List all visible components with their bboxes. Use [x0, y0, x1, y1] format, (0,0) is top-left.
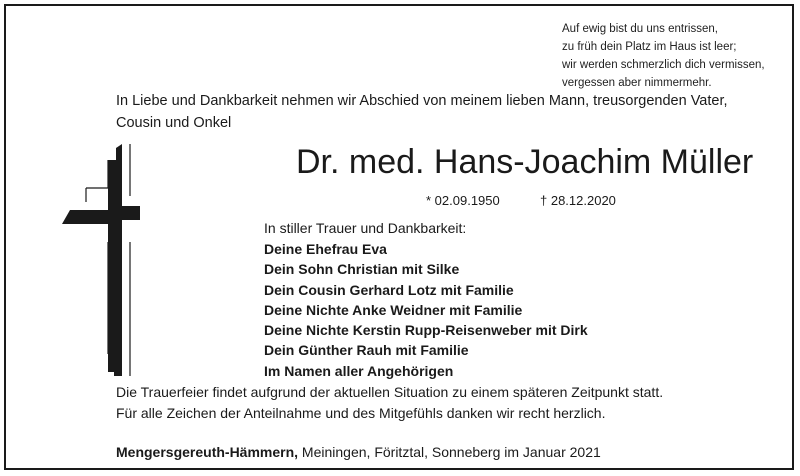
mourning-heading: In stiller Trauer und Dankbarkeit: — [264, 220, 467, 236]
poem-line: Auf ewig bist du uns entrissen, — [562, 23, 718, 35]
deceased-name: Dr. med. Hans-Joachim Müller — [296, 143, 754, 181]
poem-line: zu früh dein Platz im Haus ist leer; — [562, 41, 737, 53]
place-and-date — [116, 442, 601, 462]
mourner-item: Dein Günther Rauh mit Familie — [264, 342, 469, 359]
obituary-frame — [4, 4, 794, 470]
notice-line: Für alle Zeichen der Anteilnahme und des Mitgefühls danken wir recht herzlich. — [116, 405, 606, 421]
mourner-item: Dein Cousin Gerhard Lotz mit Familie — [264, 281, 514, 298]
intro-text — [116, 90, 756, 134]
poem-line: vergessen aber nimmermehr. — [562, 77, 712, 89]
mourner-item: Deine Nichte Kerstin Rupp-Reisenweber mit Dirk — [264, 322, 588, 339]
mourner-item: Deine Nichte Anke Weidner mit Familie — [264, 301, 523, 318]
mourner-item: Deine Ehefrau Eva — [264, 241, 387, 257]
notice-line: Die Trauerfeier findet aufgrund der aktuellen Situation zu einem späteren Zeitpunkt statt. — [116, 384, 664, 400]
birth-date: * 02.09.1950 — [426, 193, 500, 208]
mourner-item: Dein Sohn Christian mit Silke — [264, 261, 460, 278]
memorial-poem — [562, 20, 792, 92]
place-main: Mengersgereuth-Hämmern, — [116, 444, 299, 460]
mourner-item: Im Namen aller Angehörigen — [264, 362, 454, 379]
poem-line: wir werden schmerzlich dich vermissen, — [562, 59, 765, 71]
place-rest: Meiningen, Föritztal, Sonneberg im Januar 2021 — [298, 444, 601, 460]
mourners-list — [264, 239, 588, 381]
intro-line: In Liebe und Dankbarkeit nehmen wir Abschied von meinem lieben Mann, treusorgenden Vater, — [116, 93, 728, 109]
death-date: † 28.12.2020 — [540, 193, 616, 208]
cross-icon — [56, 144, 140, 376]
funeral-notice — [116, 382, 663, 424]
intro-line: Cousin und Onkel — [116, 115, 232, 131]
